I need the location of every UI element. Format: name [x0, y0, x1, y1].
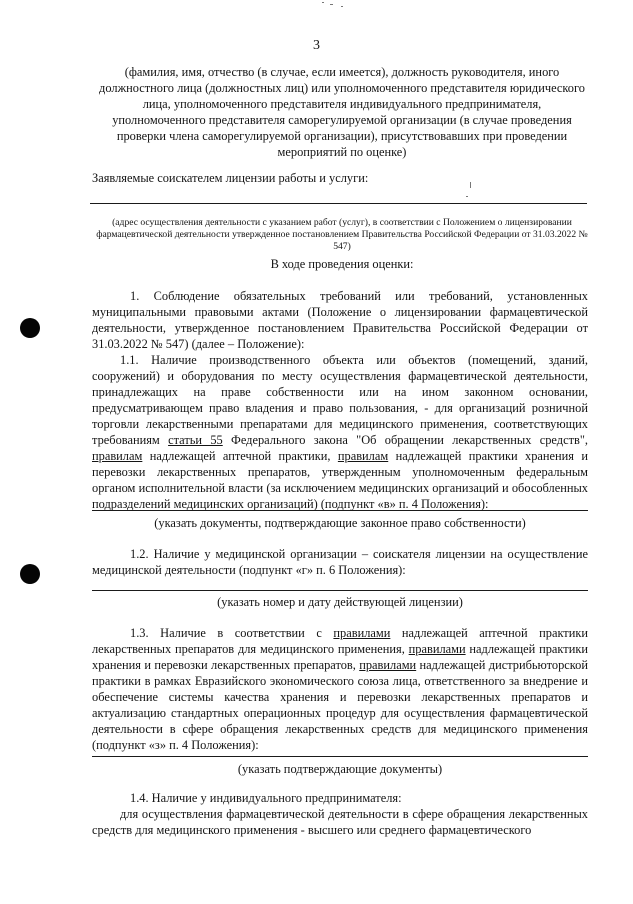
item-1-4-text: для осуществления фармацевтической деятельности в сфере обращения лекарственных средств для медицинского применения - высшего или среднего фармацевтического [92, 807, 588, 837]
scan-speck [341, 6, 343, 7]
link-article-55[interactable]: статьи 55 [168, 433, 223, 447]
address-fill-line [90, 203, 587, 204]
item-1: 1. Соблюдение обязательных требований или требований, установленных муниципальными правовыми актами (Положение о лицензировании фармацевтической деятельности, утвержденное постановлением Правительства Российской Федерации от 31.03.2022 № 547) (далее – Положение): [92, 289, 588, 351]
link-rules[interactable]: правилам [337, 449, 389, 463]
scan-speck [466, 196, 468, 197]
scan-speck [322, 2, 324, 3]
link-rules[interactable]: правилами [408, 642, 466, 656]
declared-works-label: Заявляемые соискателем лицензии работы и услуги: [92, 171, 369, 185]
fill-line-1-3 [92, 756, 588, 757]
fill-line-1-2 [92, 590, 588, 591]
punch-hole-bottom [20, 564, 40, 584]
fill-line-1-1 [92, 510, 588, 511]
caption-1-3: (указать подтверждающие документы) [237, 762, 443, 776]
assessment-heading: В ходе проведения оценки: [270, 257, 414, 271]
link-rules[interactable]: правилами [333, 626, 391, 640]
link-rules[interactable]: правилами [359, 658, 417, 672]
item-1-4: 1.4. Наличие у индивидуального предпринимателя: [130, 791, 402, 805]
punch-hole-top [20, 318, 40, 338]
link-rules[interactable]: правилам [92, 449, 143, 463]
caption-1-2: (указать номер и дату действующей лицензии) [217, 595, 463, 609]
page-number: 3 [313, 38, 320, 53]
header-note: (фамилия, имя, отчество (в случае, если имеется), должность руководителя, иного должностного лица (должностных лиц) или уполномоченного представителя юридического лица, уполномоченного представителя индивидуального предпринимателя, уполномоченного представителя саморегулируемой организации (в случае проведения проверки члена саморегулируемой организации), присутствовавших при проведении мероприятий по оценке) [99, 65, 585, 159]
item-1-2: 1.2. Наличие у медицинской организации – соискателя лицензии на осуществление медицинской деятельности (подпункт «г» п. 6 Положения): [92, 547, 588, 577]
caption-1-1: (указать документы, подтверждающие законное право собственности) [154, 516, 526, 530]
item-1-3: 1.3. Наличие в соответствии с правилами надлежащей аптечной практики лекарственных препаратов для медицинского применения, правилами надлежащей практики хранения и перевозки лекарственных препаратов, правилами надлежащей дистрибьюторской практики в рамках Евразийского экономического союза лица, ответственного за внедрение и обеспечение системы качества хранения и перевозки лекарственных препаратов и актуализацию стандартных операционных процедур для осуществления фармацевтической деятельности в сфере обращения лекарственных средств для медицинского применения (подпункт «з» п. 4 Положения): [92, 626, 588, 752]
item-1-1: 1.1. Наличие производственного объекта или объектов (помещений, зданий, сооружений) и оборудования по месту осуществления фармацевтической деятельности, принадлежащих на праве собственности или на ином законном основании, предусматривающем право владения и право пользования, - для организаций розничной торговли лекарственными препаратами для медицинского применения, соответствующих требованиям статьи 55 Федерального закона "Об обращении лекарственных средств", правилам надлежащей аптечной практики, правилам надлежащей практики хранения и перевозки лекарственных препаратов, утвержденным уполномоченным федеральным органом исполнительной власти (за исключением медицинских организаций и обособленных подразделений медицинских организаций) (подпункт «в» п. 4 Положения): [92, 353, 588, 511]
address-note: (адрес осуществления деятельности с указанием работ (услуг), в соответствии с Положением о лицензировании фармацевтической деятельности утвержденное постановлением Правительства Российской Федерации от 31.03.2022 № 547) [96, 216, 588, 252]
scan-speck [330, 4, 333, 5]
